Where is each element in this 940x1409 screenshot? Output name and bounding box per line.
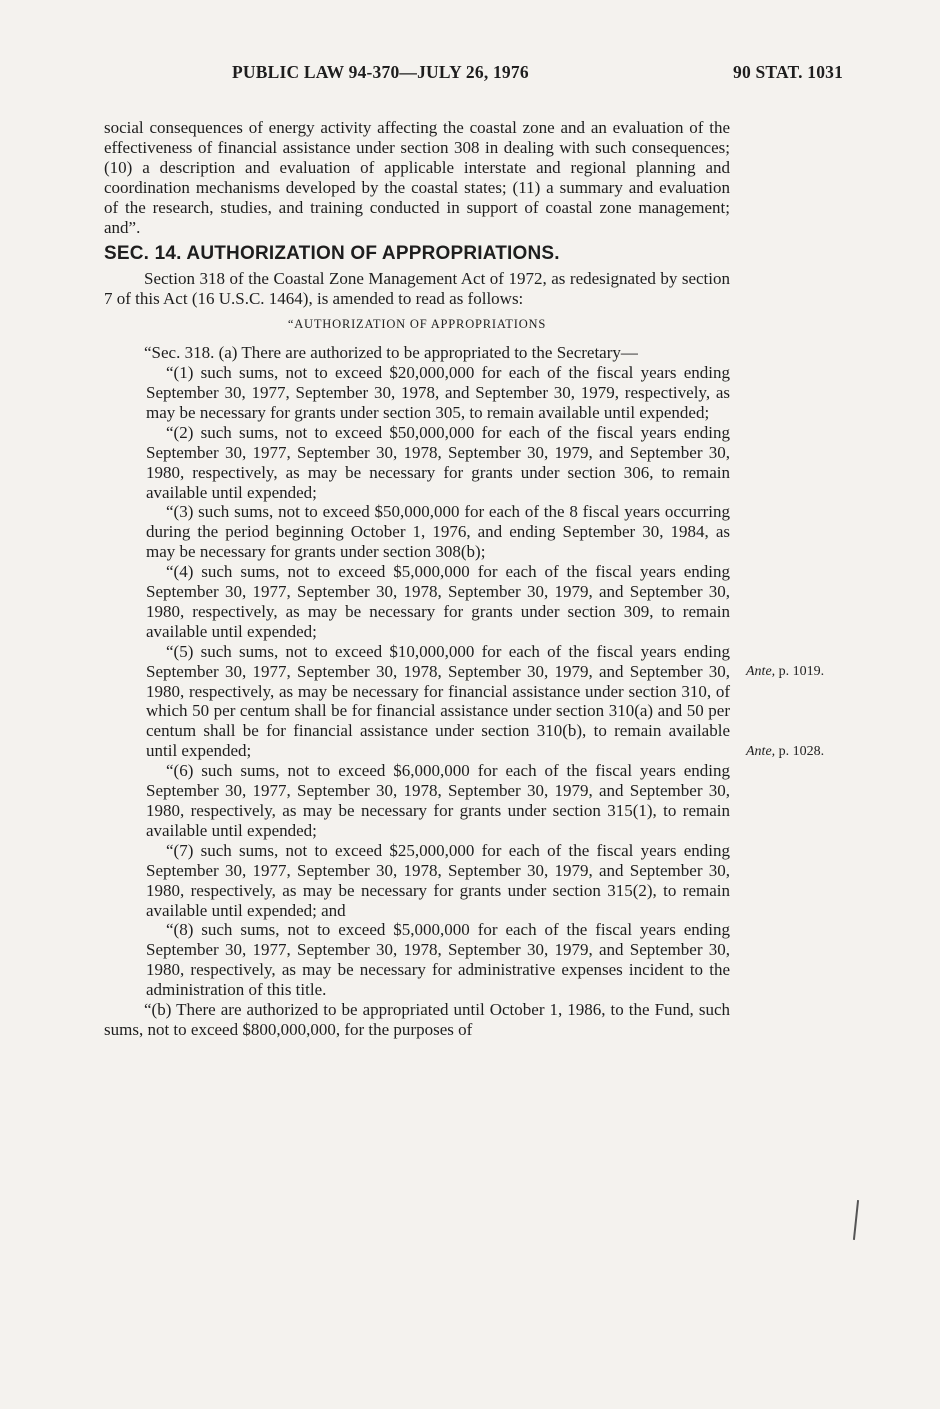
margin-note <box>746 744 824 760</box>
list-item: “(5) such sums, not to exceed $10,000,000 for each of the fiscal years ending September 30, 1977, September 30, 1978, September 30, 1979, and September 30, 1980, respectively, as may be necessary for financial assistance under section 310, of which 50 per centum shall be for financial assistance under section 310(a) and 50 per centum shall be for financial assistance under section 310(b), to remain available until expended; <box>146 641 730 761</box>
margin-note-italic: Ante, <box>746 664 776 679</box>
list-item: “(8) such sums, not to exceed $5,000,000 for each of the fiscal years ending September 30, 1977, September 30, 1978, September 30, 1979, and September 30, 1980, respectively, as may be necessary for administrative expenses incident to the administration of this title. <box>146 920 730 1000</box>
statute-page-number: 90 STAT. 1031 <box>733 62 844 82</box>
list-item: “(7) such sums, not to exceed $25,000,000 for each of the fiscal years ending September 30, 1977, September 30, 1978, September 30, 1979, and September 30, 1980, respectively, as may be necessary for grants under section 315(2), to remain available until expended; and <box>146 840 730 920</box>
section-heading: SEC. 14. AUTHORIZATION OF APPROPRIATIONS. <box>104 243 560 265</box>
list-item: “(6) such sums, not to exceed $6,000,000 for each of the fiscal years ending September 30, 1977, September 30, 1978, September 30, 1979, and September 30, 1980, respectively, as may be necessary for grants under section 315(1), to remain available until expended; <box>146 761 730 840</box>
list-item: “(3) such sums, not to exceed $50,000,000 for each of the 8 fiscal years occurring during the period beginning October 1, 1976, and ending September 30, 1984, as may be necessary for grants under section 308(b); <box>146 502 730 562</box>
inserted-heading: “AUTHORIZATION OF APPROPRIATIONS <box>287 317 547 332</box>
margin-note-italic: Ante, <box>746 744 776 759</box>
intro-paragraph: social consequences of energy activity affecting the coastal zone and an evaluation of the effectiveness of financial assistance under section 308 in dealing with such consequences; (10) a description and evaluation of applicable interstate and regional planning and coordination mechanisms developed by the coastal states; (11) a summary and evaluation of the research, studies, and training conducted in support of coastal zone management; and”. <box>104 118 730 237</box>
list-item: “(1) such sums, not to exceed $20,000,000 for each of the fiscal years ending September 30, 1977, September 30, 1978, and September 30, 1979, respectively, as may be necessary for grants under section 305, to remain available until expended; <box>146 363 730 422</box>
list-item: “(4) such sums, not to exceed $5,000,000 for each of the fiscal years ending September 30, 1977, September 30, 1978, September 30, 1979, and September 30, 1980, respectively, as may be necessary for grants under section 309, to remain available until expended; <box>146 562 730 641</box>
list-item: “(2) such sums, not to exceed $50,000,000 for each of the fiscal years ending September 30, 1977, September 30, 1978, September 30, 1979, and September 30, 1980, respectively, as may be necessary for grants under section 306, to remain available until expended; <box>146 422 730 502</box>
running-head: PUBLIC LAW 94-370—JULY 26, 1976 <box>232 62 529 82</box>
sec318-a: “Sec. 318. (a) There are authorized to be appropriated to the Secretary— <box>144 343 638 363</box>
section-text: Section 318 of the Coastal Zone Management Act of 1972, as redesignated by section 7 of this Act (16 U.S.C. 1464), is amended to read as follows: <box>104 269 730 309</box>
margin-note-text: p. 1019. <box>775 664 825 679</box>
margin-note-text: p. 1028. <box>775 744 825 759</box>
pen-mark <box>853 1200 859 1240</box>
sec318-b: “(b) There are authorized to be appropriated until October 1, 1986, to the Fund, such sums, not to exceed $800,000,000, for the purposes of <box>104 1000 730 1039</box>
body-text <box>104 118 730 1040</box>
margin-note <box>746 664 824 680</box>
